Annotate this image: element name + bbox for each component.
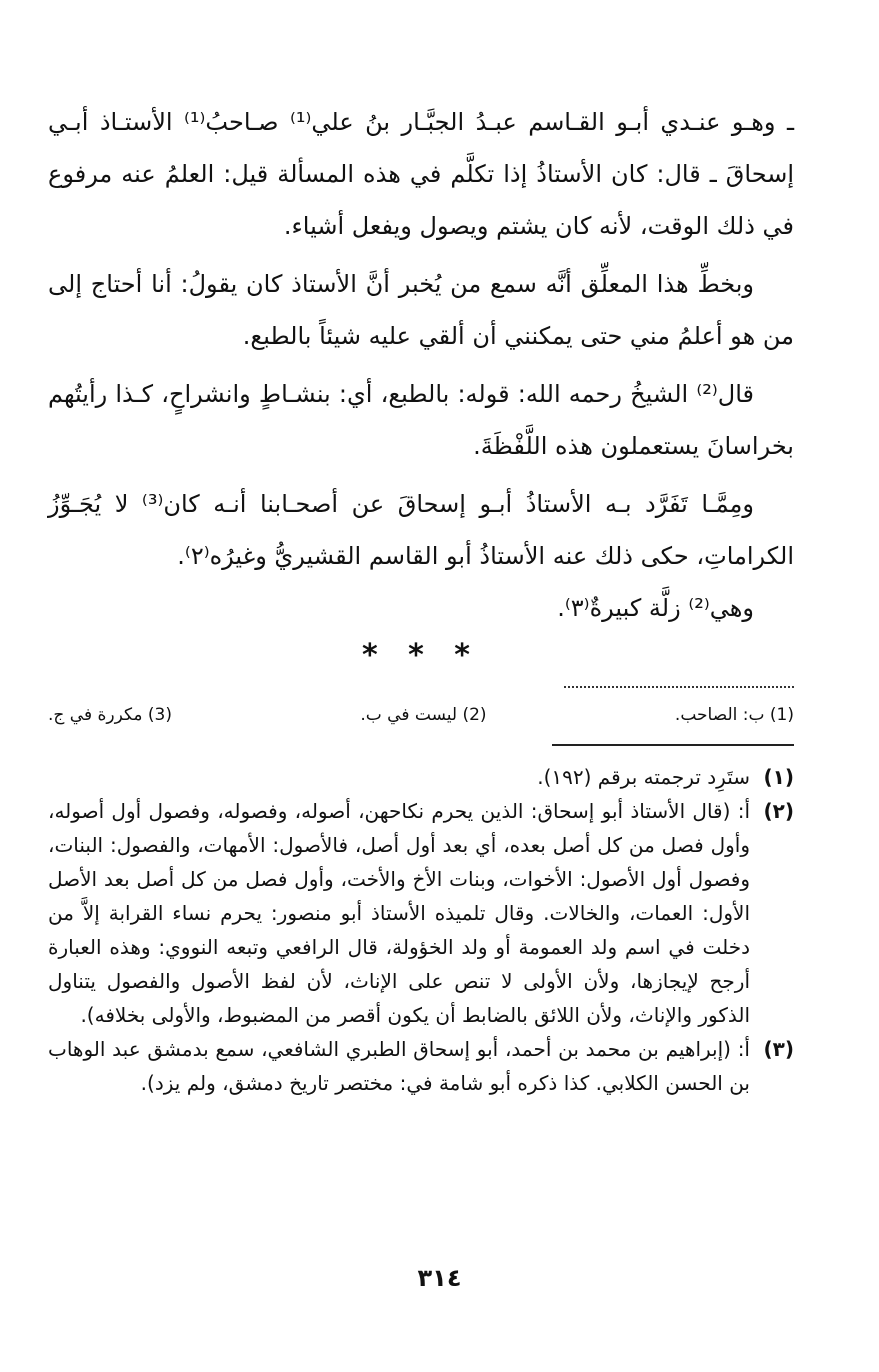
- footnote-number: (٢): [763, 799, 794, 823]
- main-paragraph-5: وهي⁽²⁾ زلَّة كبيرةٌ⁽٣⁾.: [557, 594, 754, 622]
- section-separator: * * *: [362, 638, 480, 673]
- variant-note-3: (3) مكررة في ج.: [48, 705, 172, 725]
- footnotes: [48, 760, 794, 1100]
- book-page: [48, 96, 794, 1100]
- footnote-text: ستَرِد ترجمته برقم (١٩٢).: [537, 765, 750, 789]
- variant-note-1: (1) ب: الصاحب.: [674, 705, 794, 725]
- variant-note-2: (2) ليست في ب.: [360, 705, 487, 725]
- variant-notes-divider: [564, 686, 794, 688]
- footnote-text: أ: (إبراهيم بن محمد بن أحمد، أبو إسحاق الطبري الشافعي، سمع بدمشق عبد الوهاب بن الحسن الكلابي. كذا ذكره أبو شامة في: مختصر تاريخ دمشق، ولم يزد).: [48, 1037, 750, 1095]
- footnote-3: [48, 1032, 794, 1100]
- main-paragraph-1: ـ وهـو عنـدي أبـو القـاسم عبـدُ الجبَّـار بنُ علي⁽¹⁾ صـاحبُ⁽¹⁾ الأستـاذ أبـي إسحاقَ ـ قال: كان الأستاذُ إذا تكلَّم في هذه المسألة قيل: العلمُ عنه مرفوع في ذلك الوقت، لأنه كان يشتم ويصول ويفعل أشياء.: [48, 108, 794, 240]
- footnote-number: (٣): [763, 1037, 794, 1061]
- main-paragraph-2: وبخطِّ هذا المعلِّق أنَّه سمع من يُخبر أنَّ الأستاذ كان يقولُ: أنا أحتاج إلى من هو أعلمُ مني حتى يمكنني أن ألقي عليه شيئاً بالطبع.: [48, 270, 794, 350]
- footnote-number: (١): [763, 765, 794, 789]
- footnotes-divider: [552, 744, 794, 746]
- page-number: ٣١٤: [417, 1264, 462, 1292]
- main-paragraph-4: ومِمَّـا تَفَرَّد بـه الأستاذُ أبـو إسحاقَ عن أصحـابنا أنـه كان⁽³⁾ لا يُجَـوِّزُ الكراماتِ، حكى ذلك عنه الأستاذُ أبو القاسم القشيريُّ وغيرُه⁽٢⁾.: [48, 490, 794, 570]
- variant-notes: [48, 698, 794, 732]
- footnote-1: [48, 760, 794, 794]
- footnote-text: أ: (قال الأستاذ أبو إسحاق: الذين يحرم نكاحهن، أصوله، وفصوله، وفصول أول أصوله، وأول فصل من كل أصل بعده، أي بعد أول أصل، فالأصول: الأمهات، والفصول: البنات، وفصول أول الأصول: الأخوات، وبنات الأخ والأخت، وأول فصل من كل أصل بعد الأصل الأول: العمات، والخالات. وقال تلميذه الأستاذ أبو منصور: يحرم نساء القرابة إلاَّ من دخلت في اسم ولد العمومة أو ولد الخؤولة، قال الرافعي وتبعه النووي: وهذه العبارة أرجح لإيجازها، ولأن الأولى لا تنص على الإناث، لأن لفظ الأصول والفصول يتناول الذكور والإناث، ولأن اللائق بالضابط أن يكون أقصر من المضبوط، والأولى بخلافه).: [48, 799, 750, 1027]
- footnote-2: [48, 794, 794, 1032]
- main-paragraph-3: قال⁽²⁾ الشيخُ رحمه الله: قوله: بالطبع، أي: بنشـاطٍ وانشراحٍ، كـذا رأيتُهم بخراسانَ يستعملون هذه اللَّفْظَةَ.: [48, 380, 794, 460]
